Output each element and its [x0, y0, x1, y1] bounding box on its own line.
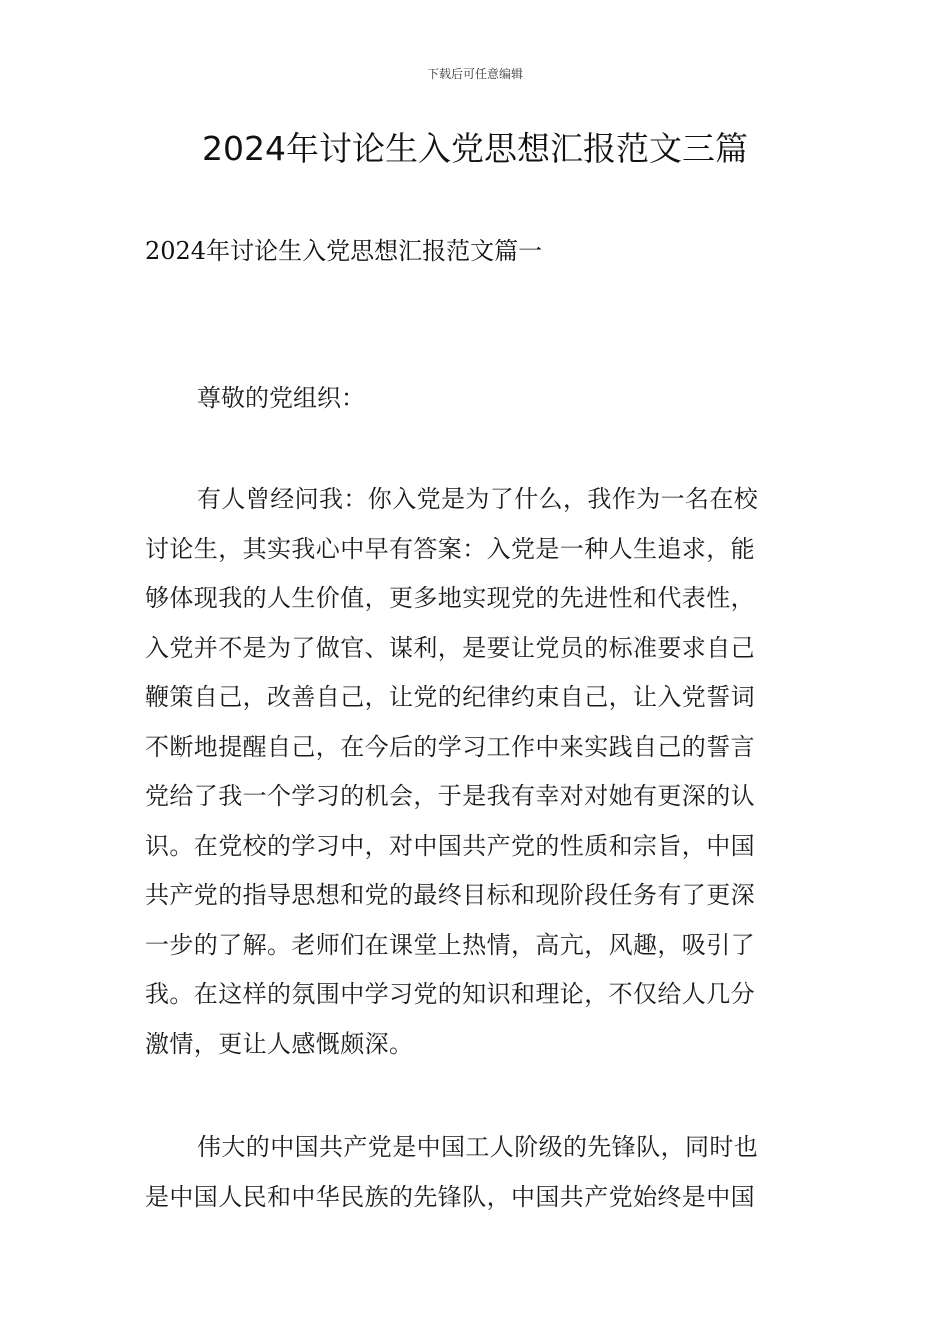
- paragraph-line: 一步的了解。老师们在课堂上热情，高亢，风趣，吸引了: [145, 930, 755, 959]
- document-title: 2024年讨论生入党思想汇报范文三篇: [202, 129, 748, 168]
- header-note: 下载后可任意编辑: [426, 67, 523, 81]
- paragraph-line: 有人曾经问我：你入党是为了什么，我作为一名在校: [197, 485, 759, 513]
- paragraph-line: 是中国人民和中华民族的先锋队，中国共产党始终是中国: [145, 1182, 755, 1211]
- paragraph-line: 够体现我的人生价值，更多地实现党的先进性和代表性，: [145, 584, 755, 612]
- salutation: 尊敬的党组织：: [197, 384, 365, 412]
- paragraph-2: [145, 1127, 810, 1226]
- paragraph-line: 鞭策自己，改善自己，让党的纪律约束自己，让入党誓词: [145, 683, 755, 711]
- paragraph-line: 激情，更让人感慨颇深。: [145, 1029, 414, 1058]
- paragraph-line: 不断地提醒自己，在今后的学习工作中来实践自己的誓言: [145, 732, 755, 761]
- paragraph-line: 我。在这样的氛围中学习党的知识和理论，不仅给人几分: [145, 980, 755, 1008]
- paragraph-line: 共产党的指导思想和党的最终目标和现阶段任务有了更深: [145, 881, 755, 909]
- paragraph-line: 伟大的中国共产党是中国工人阶级的先锋队，同时也: [197, 1133, 759, 1161]
- section-heading: 2024年讨论生入党思想汇报范文篇一: [145, 237, 543, 265]
- paragraph-1: [145, 479, 810, 1073]
- paragraph-line: 入党并不是为了做官、谋利，是要让党员的标准要求自己: [145, 633, 755, 662]
- paragraph-line: 党给了我一个学习的机会，于是我有幸对对她有更深的认: [145, 782, 755, 810]
- paragraph-line: 讨论生，其实我心中早有答案：入党是一种人生追求，能: [145, 534, 755, 563]
- paragraph-line: 识。在党校的学习中，对中国共产党的性质和宗旨，中国: [145, 831, 755, 860]
